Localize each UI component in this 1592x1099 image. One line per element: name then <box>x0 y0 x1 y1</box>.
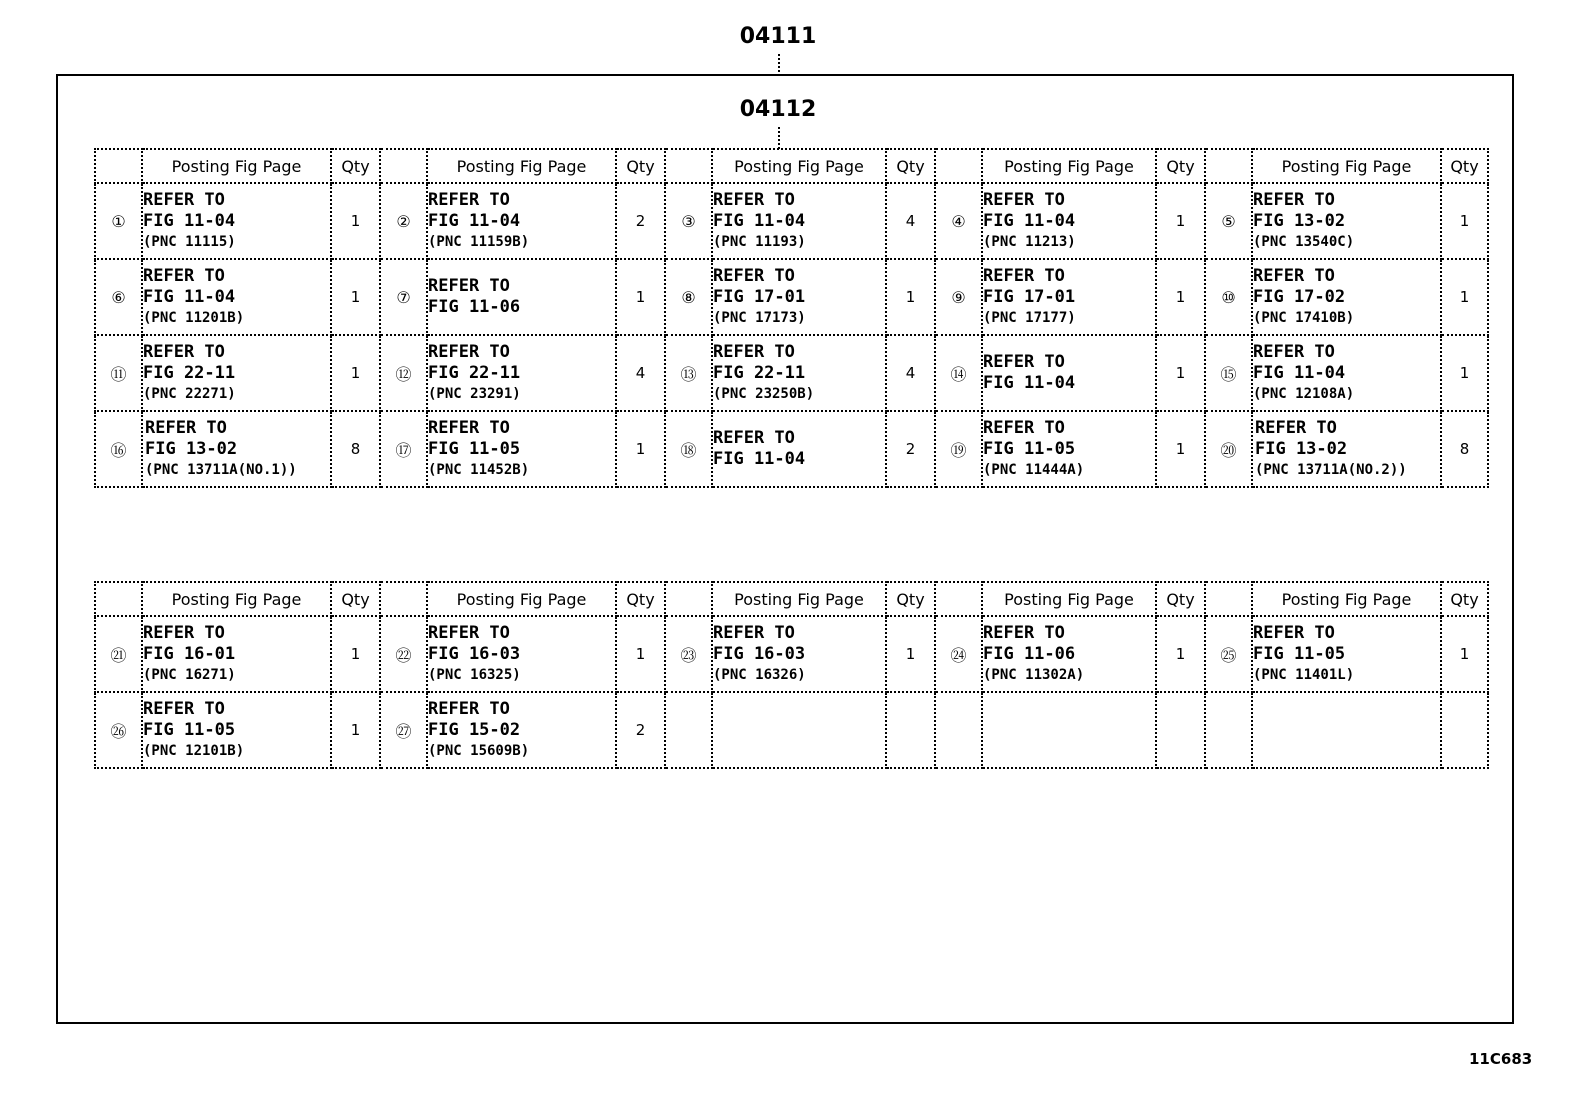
refer-to-text: REFER TO <box>1255 417 1337 438</box>
callout-number-cell <box>95 183 142 259</box>
callout-number-cell <box>95 692 142 768</box>
refer-to-text: REFER TO <box>143 341 225 362</box>
figure-reference: FIG 17-01 <box>983 286 1076 307</box>
posting-fig-page-cell <box>712 616 886 692</box>
refer-to-text: REFER TO <box>713 428 795 448</box>
qty-cell: 1 <box>616 411 665 487</box>
qty-cell: 1 <box>331 616 380 692</box>
qty-cell: 1 <box>616 616 665 692</box>
header-qty: Qty <box>1441 582 1488 616</box>
header-index-cell <box>935 582 982 616</box>
figure-reference: FIG 17-01 <box>713 286 806 307</box>
callout-number-cell <box>1205 616 1252 692</box>
qty-cell: 1 <box>1441 259 1488 335</box>
figure-reference: FIG 22-11 <box>143 362 236 383</box>
figure-reference: FIG 11-05 <box>143 719 236 740</box>
refer-to-text: REFER TO <box>143 622 225 643</box>
figure-reference: FIG 11-04 <box>428 210 521 231</box>
header-qty: Qty <box>616 149 665 183</box>
callout-number-cell <box>935 259 982 335</box>
pnc-reference: (PNC 11159B) <box>428 233 530 250</box>
posting-fig-page-cell <box>982 335 1156 411</box>
pnc-reference: (PNC 11193) <box>713 233 806 250</box>
refer-to-text: REFER TO <box>713 622 795 643</box>
posting-fig-page-cell <box>142 183 331 259</box>
callout-number-cell <box>935 616 982 692</box>
figure-reference: FIG 13-02 <box>1255 438 1348 459</box>
callout-number-cell <box>95 411 142 487</box>
qty-cell: 4 <box>616 335 665 411</box>
header-index-cell <box>1205 582 1252 616</box>
figure-reference: FIG 11-04 <box>143 286 236 307</box>
figure-reference: FIG 16-03 <box>713 643 806 664</box>
header-posting-fig-page: Posting Fig Page <box>142 582 331 616</box>
refer-to-text: REFER TO <box>983 189 1065 210</box>
refer-to-text: REFER TO <box>428 341 510 362</box>
posting-fig-page-cell <box>712 411 886 487</box>
header-index-cell <box>665 582 712 616</box>
pnc-reference: (PNC 11401L) <box>1253 666 1355 683</box>
callout-number: ⑨ <box>951 287 966 307</box>
callout-number: ⑬ <box>680 364 697 384</box>
table-row <box>95 335 1488 411</box>
refer-to-text: REFER TO <box>428 622 510 643</box>
callout-number: ⑯ <box>110 440 127 460</box>
reference-table-1 <box>94 148 1489 488</box>
header-qty: Qty <box>1156 149 1205 183</box>
pnc-reference: (PNC 16325) <box>428 666 521 683</box>
callout-number-cell <box>1205 335 1252 411</box>
refer-to-text: REFER TO <box>983 352 1065 372</box>
posting-fig-page-cell <box>427 616 616 692</box>
posting-fig-page-cell <box>142 411 331 487</box>
reference-table-2 <box>94 581 1489 769</box>
callout-number-cell <box>665 335 712 411</box>
callout-number-cell <box>1205 259 1252 335</box>
callout-number: ㉔ <box>950 645 967 665</box>
pnc-reference: (PNC 11115) <box>143 233 236 250</box>
header-posting-fig-page: Posting Fig Page <box>982 582 1156 616</box>
callout-number-cell <box>935 411 982 487</box>
posting-fig-page-cell <box>427 692 616 768</box>
pnc-reference: (PNC 23250B) <box>713 385 815 402</box>
qty-cell: 1 <box>331 335 380 411</box>
callout-number: ⑩ <box>1221 287 1236 307</box>
pnc-reference: (PNC 17177) <box>983 309 1076 326</box>
callout-number-cell <box>95 616 142 692</box>
pnc-reference: (PNC 16326) <box>713 666 806 683</box>
refer-to-text: REFER TO <box>1253 622 1335 643</box>
header-posting-fig-page: Posting Fig Page <box>142 149 331 183</box>
leader-line-04112 <box>778 127 780 149</box>
callout-number: ⑰ <box>395 440 412 460</box>
header-qty: Qty <box>331 149 380 183</box>
header-qty: Qty <box>616 582 665 616</box>
qty-cell: 1 <box>1441 183 1488 259</box>
pnc-reference: (PNC 23291) <box>428 385 521 402</box>
header-qty: Qty <box>1156 582 1205 616</box>
pnc-reference: (PNC 13540C) <box>1253 233 1355 250</box>
figure-reference: FIG 11-06 <box>983 643 1076 664</box>
header-posting-fig-page: Posting Fig Page <box>712 582 886 616</box>
header-index-cell <box>665 149 712 183</box>
callout-number: ② <box>396 211 411 231</box>
table-row <box>95 692 1488 768</box>
qty-cell: 1 <box>331 183 380 259</box>
refer-to-text: REFER TO <box>1253 189 1335 210</box>
table-row <box>95 259 1488 335</box>
callout-number: ㉗ <box>395 721 412 741</box>
figure-reference: FIG 16-01 <box>143 643 236 664</box>
qty-cell <box>1441 692 1488 768</box>
header-posting-fig-page: Posting Fig Page <box>427 149 616 183</box>
posting-fig-page-cell <box>142 616 331 692</box>
qty-cell: 1 <box>331 692 380 768</box>
qty-cell: 1 <box>1441 616 1488 692</box>
qty-cell: 1 <box>1156 335 1205 411</box>
posting-fig-page-cell <box>712 335 886 411</box>
figure-reference: FIG 13-02 <box>145 438 238 459</box>
callout-number-cell <box>380 335 427 411</box>
callout-number-cell <box>380 183 427 259</box>
refer-to-text: REFER TO <box>983 622 1065 643</box>
posting-fig-page-cell <box>1252 335 1441 411</box>
callout-number-cell <box>665 692 712 768</box>
header-posting-fig-page: Posting Fig Page <box>982 149 1156 183</box>
refer-to-text: REFER TO <box>143 265 225 286</box>
callout-number: ⑦ <box>396 287 411 307</box>
header-posting-fig-page: Posting Fig Page <box>712 149 886 183</box>
figure-reference: FIG 11-04 <box>983 373 1076 393</box>
table-row <box>95 616 1488 692</box>
pnc-reference: (PNC 13711A(NO.2)) <box>1255 461 1407 478</box>
figure-reference: FIG 11-04 <box>143 210 236 231</box>
pnc-reference: (PNC 13711A(NO.1)) <box>145 461 297 478</box>
pnc-reference: (PNC 16271) <box>143 666 236 683</box>
refer-to-text: REFER TO <box>428 276 510 296</box>
figure-reference: FIG 13-02 <box>1253 210 1346 231</box>
callout-number-cell <box>935 692 982 768</box>
refer-to-text: REFER TO <box>1253 265 1335 286</box>
callout-number: ㉖ <box>110 721 127 741</box>
refer-to-text: REFER TO <box>713 341 795 362</box>
pnc-reference: (PNC 12101B) <box>143 742 245 759</box>
callout-number: ④ <box>951 211 966 231</box>
callout-number-cell <box>95 259 142 335</box>
refer-to-text: REFER TO <box>143 189 225 210</box>
posting-fig-page-cell <box>427 259 616 335</box>
callout-number-cell <box>935 335 982 411</box>
pnc-reference: (PNC 17173) <box>713 309 806 326</box>
posting-fig-page-cell <box>427 183 616 259</box>
callout-number-cell <box>1205 411 1252 487</box>
header-posting-fig-page: Posting Fig Page <box>1252 149 1441 183</box>
figure-reference: FIG 11-05 <box>983 438 1076 459</box>
refer-to-text: REFER TO <box>428 189 510 210</box>
figure-reference: FIG 11-04 <box>713 449 806 469</box>
qty-cell: 2 <box>616 692 665 768</box>
figure-reference: FIG 15-02 <box>428 719 521 740</box>
posting-fig-page-cell <box>982 616 1156 692</box>
qty-cell <box>886 692 935 768</box>
header-qty: Qty <box>1441 149 1488 183</box>
callout-number: ⑮ <box>1220 364 1237 384</box>
callout-number: ① <box>111 211 126 231</box>
qty-cell: 1 <box>1156 616 1205 692</box>
refer-to-text: REFER TO <box>1253 341 1335 362</box>
callout-number: ⑤ <box>1221 211 1236 231</box>
header-index-cell <box>95 582 142 616</box>
header-posting-fig-page: Posting Fig Page <box>427 582 616 616</box>
figure-reference: FIG 11-06 <box>428 297 521 317</box>
header-posting-fig-page: Posting Fig Page <box>1252 582 1441 616</box>
pnc-reference: (PNC 22271) <box>143 385 236 402</box>
pnc-reference: (PNC 17410B) <box>1253 309 1355 326</box>
posting-fig-page-cell <box>427 335 616 411</box>
qty-cell: 1 <box>886 616 935 692</box>
header-index-cell <box>380 582 427 616</box>
callout-number: ⑧ <box>681 287 696 307</box>
header-qty: Qty <box>886 149 935 183</box>
posting-fig-page-cell <box>712 183 886 259</box>
posting-fig-page-cell <box>982 692 1156 768</box>
figure-reference: FIG 22-11 <box>713 362 806 383</box>
part-number-04112: 04112 <box>739 97 817 122</box>
header-qty: Qty <box>886 582 935 616</box>
qty-cell <box>1156 692 1205 768</box>
posting-fig-page-cell <box>1252 692 1441 768</box>
figure-code: 11C683 <box>1469 1050 1533 1068</box>
table-row <box>95 411 1488 487</box>
callout-number: ㉑ <box>110 645 127 665</box>
pnc-reference: (PNC 11452B) <box>428 461 530 478</box>
refer-to-text: REFER TO <box>983 417 1065 438</box>
callout-number-cell <box>380 692 427 768</box>
qty-cell: 1 <box>616 259 665 335</box>
callout-number: ⑥ <box>111 287 126 307</box>
callout-number-cell <box>665 616 712 692</box>
posting-fig-page-cell <box>142 335 331 411</box>
pnc-reference: (PNC 11201B) <box>143 309 245 326</box>
refer-to-text: REFER TO <box>145 417 227 438</box>
part-number-04111: 04111 <box>739 24 817 49</box>
figure-reference: FIG 11-04 <box>1253 362 1346 383</box>
table-row <box>95 183 1488 259</box>
callout-number: ⑫ <box>395 364 412 384</box>
qty-cell: 1 <box>1156 411 1205 487</box>
posting-fig-page-cell <box>1252 411 1441 487</box>
refer-to-text: REFER TO <box>983 265 1065 286</box>
callout-number: ⑳ <box>1220 440 1237 460</box>
qty-cell: 2 <box>886 411 935 487</box>
posting-fig-page-cell <box>1252 616 1441 692</box>
callout-number-cell <box>95 335 142 411</box>
pnc-reference: (PNC 15609B) <box>428 742 530 759</box>
figure-reference: FIG 11-05 <box>428 438 521 459</box>
posting-fig-page-cell <box>142 259 331 335</box>
posting-fig-page-cell <box>982 411 1156 487</box>
pnc-reference: (PNC 12108A) <box>1253 385 1355 402</box>
posting-fig-page-cell <box>982 259 1156 335</box>
refer-to-text: REFER TO <box>713 189 795 210</box>
posting-fig-page-cell <box>712 692 886 768</box>
refer-to-text: REFER TO <box>713 265 795 286</box>
callout-number-cell <box>380 616 427 692</box>
qty-cell: 1 <box>886 259 935 335</box>
callout-number: ⑲ <box>950 440 967 460</box>
callout-number-cell <box>1205 692 1252 768</box>
posting-fig-page-cell <box>712 259 886 335</box>
header-index-cell <box>1205 149 1252 183</box>
header-index-cell <box>95 149 142 183</box>
posting-fig-page-cell <box>1252 183 1441 259</box>
callout-number: ㉓ <box>680 645 697 665</box>
callout-number: ③ <box>681 211 696 231</box>
callout-number-cell <box>665 411 712 487</box>
callout-number-cell <box>665 259 712 335</box>
callout-number-cell <box>1205 183 1252 259</box>
callout-number-cell <box>380 259 427 335</box>
callout-number-cell <box>380 411 427 487</box>
qty-cell: 4 <box>886 335 935 411</box>
refer-to-text: REFER TO <box>428 698 510 719</box>
qty-cell: 2 <box>616 183 665 259</box>
qty-cell: 1 <box>1441 335 1488 411</box>
qty-cell: 8 <box>1441 411 1488 487</box>
header-qty: Qty <box>331 582 380 616</box>
pnc-reference: (PNC 11302A) <box>983 666 1085 683</box>
qty-cell: 1 <box>1156 183 1205 259</box>
figure-reference: FIG 11-05 <box>1253 643 1346 664</box>
leader-line-04111 <box>778 54 780 76</box>
pnc-reference: (PNC 11213) <box>983 233 1076 250</box>
header-index-cell <box>935 149 982 183</box>
figure-reference: FIG 16-03 <box>428 643 521 664</box>
figure-reference: FIG 22-11 <box>428 362 521 383</box>
qty-cell: 4 <box>886 183 935 259</box>
callout-number: ⑭ <box>950 364 967 384</box>
qty-cell: 8 <box>331 411 380 487</box>
header-index-cell <box>380 149 427 183</box>
posting-fig-page-cell <box>1252 259 1441 335</box>
callout-number-cell <box>935 183 982 259</box>
refer-to-text: REFER TO <box>428 417 510 438</box>
figure-reference: FIG 11-04 <box>713 210 806 231</box>
pnc-reference: (PNC 11444A) <box>983 461 1085 478</box>
refer-to-text: REFER TO <box>143 698 225 719</box>
posting-fig-page-cell <box>427 411 616 487</box>
callout-number: ⑱ <box>680 440 697 460</box>
callout-number: ㉕ <box>1220 645 1237 665</box>
posting-fig-page-cell <box>982 183 1156 259</box>
figure-reference: FIG 11-04 <box>983 210 1076 231</box>
callout-number: ㉒ <box>395 645 412 665</box>
callout-number-cell <box>665 183 712 259</box>
callout-number: ⑪ <box>110 364 127 384</box>
qty-cell: 1 <box>331 259 380 335</box>
posting-fig-page-cell <box>142 692 331 768</box>
qty-cell: 1 <box>1156 259 1205 335</box>
figure-reference: FIG 17-02 <box>1253 286 1346 307</box>
